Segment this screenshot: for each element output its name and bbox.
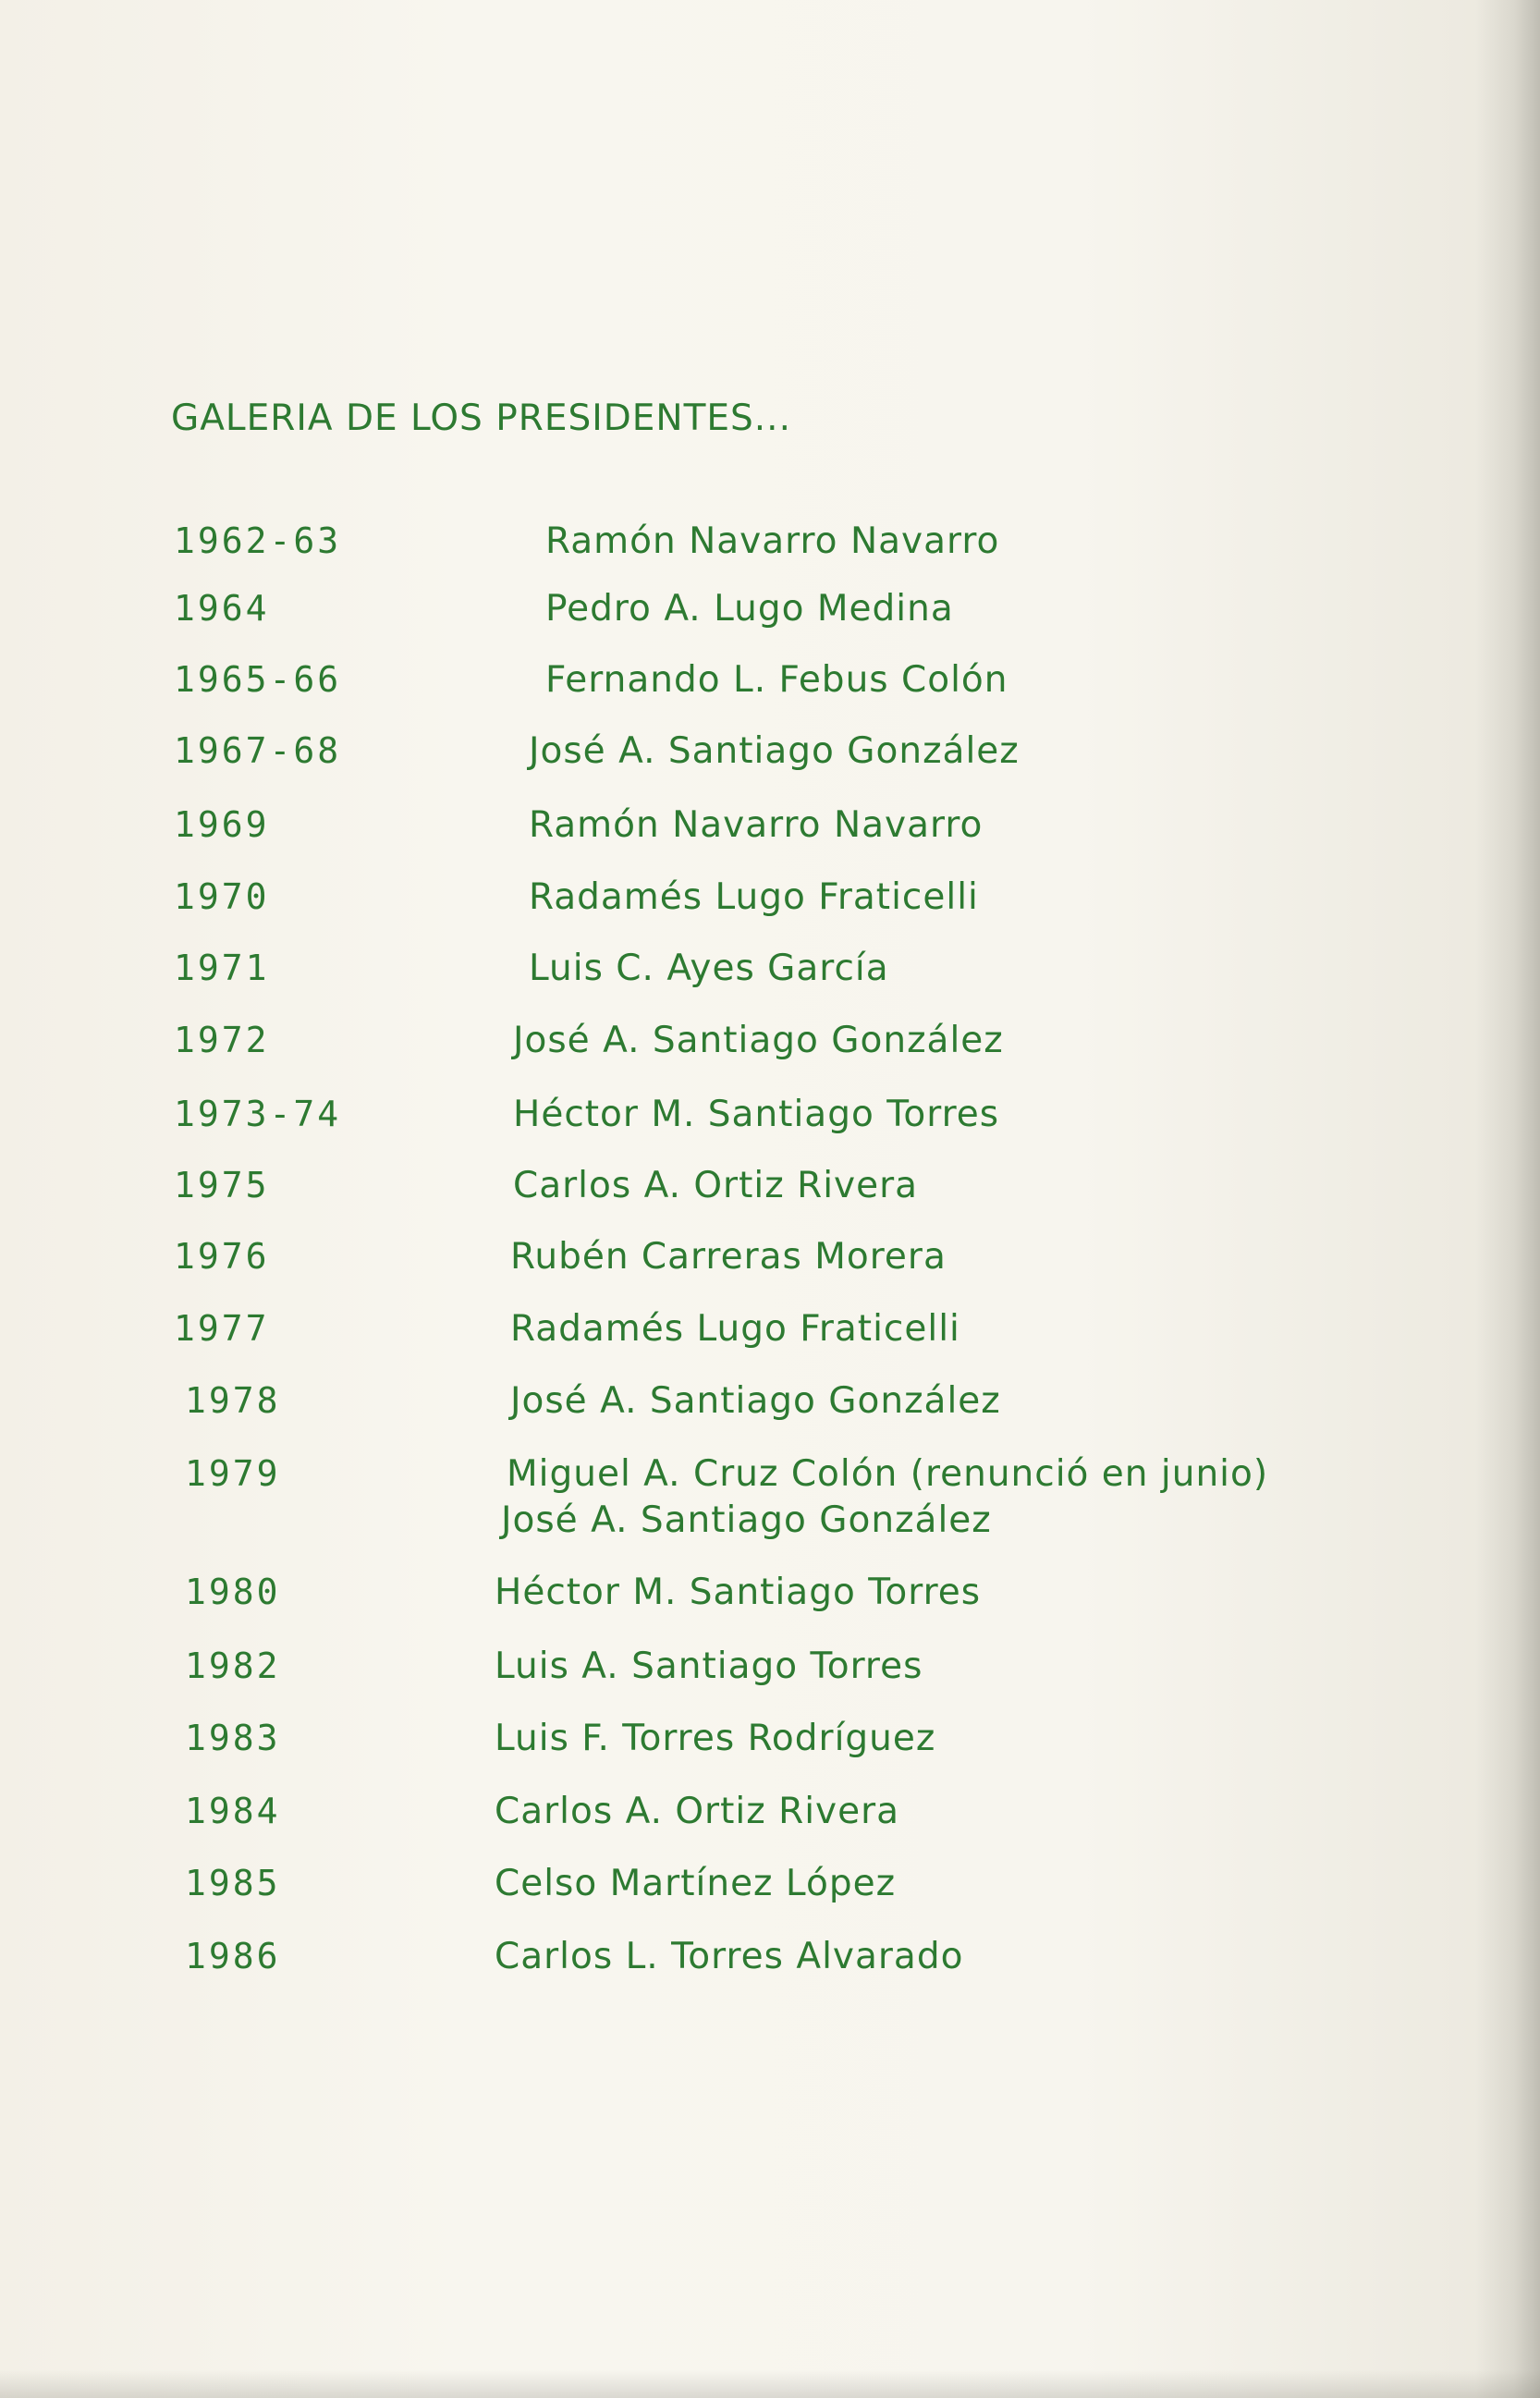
list-item [0, 948, 1540, 1003]
president-year: 1975 [174, 1165, 270, 1205]
list-item [0, 1020, 1540, 1075]
list-item [0, 1308, 1540, 1364]
president-year: 1971 [174, 948, 270, 988]
president-name: Carlos L. Torres Alvarado [495, 1936, 964, 1977]
list-item [0, 1453, 1540, 1555]
president-name: Radamés Lugo Fraticelli [529, 876, 979, 918]
president-name: José A. Santiago González [510, 1380, 1001, 1422]
president-name: Miguel A. Cruz Colón (renunció en junio) [507, 1453, 1269, 1495]
president-name: José A. Santiago González [529, 730, 1020, 772]
president-year: 1965-66 [174, 659, 342, 700]
list-item [0, 520, 1540, 576]
list-item [0, 1380, 1540, 1436]
president-year: 1978 [185, 1380, 281, 1421]
president-name: Fernando L. Febus Colón [545, 659, 1008, 701]
president-year: 1985 [185, 1863, 281, 1903]
page-bottom-shadow [0, 2370, 1540, 2398]
list-item [0, 1094, 1540, 1149]
list-item [0, 588, 1540, 643]
president-year: 1983 [185, 1718, 281, 1758]
list-item [0, 1165, 1540, 1220]
president-year: 1977 [174, 1308, 270, 1349]
president-name: Celso Martínez López [495, 1863, 897, 1904]
president-name: José A. Santiago González [513, 1020, 1004, 1061]
list-item [0, 1791, 1540, 1846]
list-item [0, 1646, 1540, 1701]
list-item [0, 1236, 1540, 1291]
president-name-second: José A. Santiago González [501, 1499, 992, 1541]
president-year: 1984 [185, 1791, 281, 1831]
president-name: Luis F. Torres Rodríguez [495, 1718, 936, 1759]
president-name: Luis C. Ayes García [529, 948, 889, 989]
president-name: Luis A. Santiago Torres [495, 1646, 923, 1687]
list-item [0, 1718, 1540, 1773]
president-name: Ramón Navarro Navarro [545, 520, 1000, 562]
page-title: GALERIA DE LOS PRESIDENTES... [171, 398, 791, 439]
president-year: 1967-68 [174, 730, 342, 771]
list-item [0, 1936, 1540, 1991]
president-year: 1964 [174, 588, 270, 629]
president-year: 1979 [185, 1453, 281, 1494]
president-name: Héctor M. Santiago Torres [495, 1572, 982, 1613]
president-year: 1969 [174, 804, 270, 845]
list-item [0, 876, 1540, 932]
list-item [0, 1572, 1540, 1627]
list-item [0, 1863, 1540, 1918]
president-year: 1973-74 [174, 1094, 342, 1134]
president-name: Ramón Navarro Navarro [529, 804, 984, 846]
list-item [0, 730, 1540, 786]
president-name: Héctor M. Santiago Torres [513, 1094, 1000, 1135]
president-name: Carlos A. Ortiz Rivera [495, 1791, 900, 1832]
president-name: Pedro A. Lugo Medina [545, 588, 954, 630]
president-name: Rubén Carreras Morera [510, 1236, 947, 1278]
president-year: 1986 [185, 1936, 281, 1976]
president-year: 1982 [185, 1646, 281, 1686]
president-year: 1962-63 [174, 520, 342, 561]
president-year: 1972 [174, 1020, 270, 1060]
president-year: 1980 [185, 1572, 281, 1612]
president-name: Radamés Lugo Fraticelli [510, 1308, 960, 1350]
president-year: 1976 [174, 1236, 270, 1277]
list-item [0, 804, 1540, 860]
president-name: Carlos A. Ortiz Rivera [513, 1165, 919, 1206]
list-item [0, 659, 1540, 715]
president-year: 1970 [174, 876, 270, 917]
